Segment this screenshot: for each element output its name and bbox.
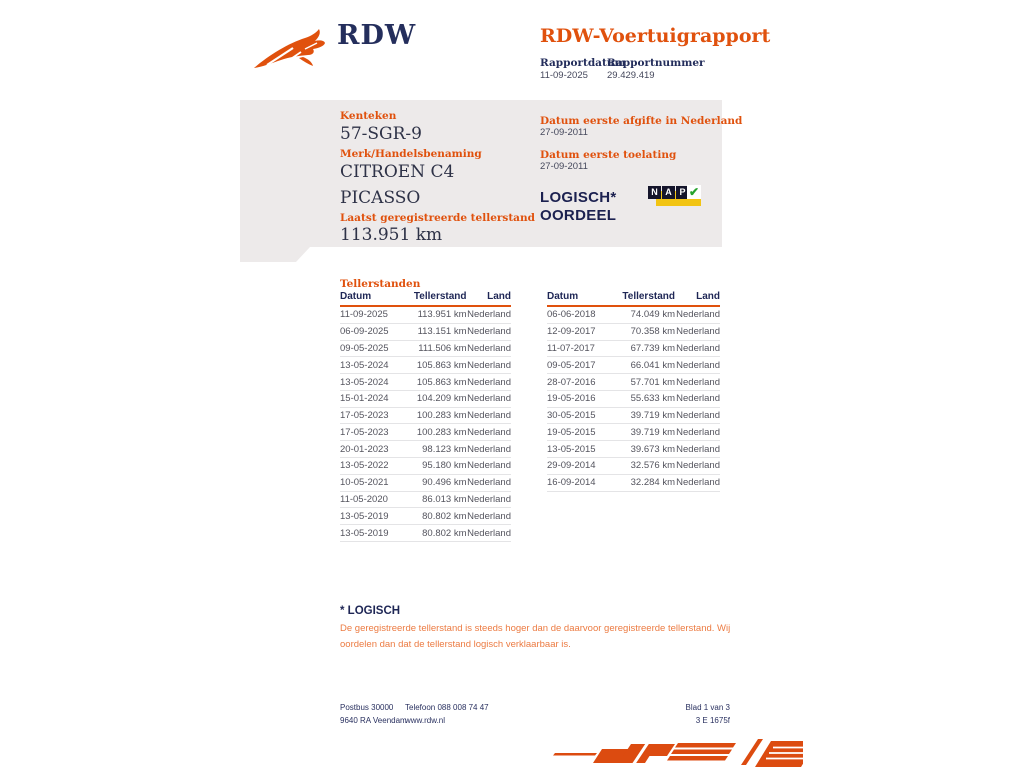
table-row — [547, 340, 720, 357]
table-cell-land: Nederland — [467, 458, 511, 475]
column-header: Land — [467, 290, 511, 306]
table-cell-land: Nederland — [467, 441, 511, 458]
table-row — [340, 306, 511, 323]
tellerstand-value: 113.951 km — [340, 225, 443, 245]
logisch-footnote-text: De geregistreerde tellerstand is steeds hoger dan de daarvoor geregistreerde tellerstand. Wij oordelen dan dat de tellerstand logisch verklaarbaar is. — [340, 623, 731, 650]
oordeel-line1: LOGISCH* — [540, 189, 617, 206]
table-cell-land: Nederland — [467, 508, 511, 525]
table-cell-tellerstand: 100.283 km — [408, 424, 466, 441]
column-header: Tellerstand — [616, 290, 675, 306]
footer-address — [340, 701, 407, 727]
nap-letter-a: A — [662, 186, 675, 199]
table-row — [547, 474, 720, 491]
form-code: 3 E 1675f — [695, 716, 730, 725]
table-cell-datum: 13-05-2019 — [340, 525, 408, 542]
table-cell-datum: 11-09-2025 — [340, 306, 408, 323]
table-cell-tellerstand: 100.283 km — [408, 407, 466, 424]
table-cell-tellerstand: 39.673 km — [616, 441, 675, 458]
table-cell-land: Nederland — [675, 323, 720, 340]
table-cell-datum: 17-05-2023 — [340, 407, 408, 424]
table-cell-tellerstand: 90.496 km — [408, 474, 466, 491]
table-cell-tellerstand: 105.863 km — [408, 374, 466, 391]
table-cell-tellerstand: 80.802 km — [408, 525, 466, 542]
table-cell-land: Nederland — [675, 340, 720, 357]
table-cell-land: Nederland — [467, 491, 511, 508]
table-cell-datum: 11-07-2017 — [547, 340, 616, 357]
nap-letter-n: N — [648, 186, 661, 199]
kenteken-label: Kenteken — [340, 110, 397, 122]
table-row — [547, 458, 720, 475]
table-cell-datum: 09-05-2025 — [340, 340, 408, 357]
table-header-row — [547, 290, 720, 306]
table-cell-tellerstand: 80.802 km — [408, 508, 466, 525]
table-cell-land: Nederland — [467, 340, 511, 357]
table-cell-tellerstand: 113.151 km — [408, 323, 466, 340]
table-cell-land: Nederland — [675, 424, 720, 441]
table-cell-datum: 12-09-2017 — [547, 323, 616, 340]
column-header: Datum — [547, 290, 616, 306]
table-cell-tellerstand: 66.041 km — [616, 357, 675, 374]
table-row — [547, 424, 720, 441]
table-row — [340, 357, 511, 374]
table-cell-land: Nederland — [675, 407, 720, 424]
table-row — [340, 390, 511, 407]
nap-checkmark-icon: ✔ — [688, 185, 700, 199]
table-cell-tellerstand: 105.863 km — [408, 357, 466, 374]
table-cell-land: Nederland — [675, 306, 720, 323]
table-cell-tellerstand: 39.719 km — [616, 424, 675, 441]
table-cell-land: Nederland — [467, 407, 511, 424]
table-cell-tellerstand: 95.180 km — [408, 458, 466, 475]
table-cell-tellerstand: 113.951 km — [408, 306, 466, 323]
table-cell-land: Nederland — [467, 306, 511, 323]
table-row — [340, 374, 511, 391]
table-row — [547, 323, 720, 340]
table-cell-datum: 30-05-2015 — [547, 407, 616, 424]
table-cell-datum: 13-05-2024 — [340, 374, 408, 391]
table-cell-datum: 06-06-2018 — [547, 306, 616, 323]
column-header: Land — [675, 290, 720, 306]
kenteken-value: 57-SGR-9 — [340, 124, 422, 144]
table-cell-datum: 19-05-2016 — [547, 390, 616, 407]
table-cell-tellerstand: 74.049 km — [616, 306, 675, 323]
table-row — [340, 491, 511, 508]
footer-contact — [405, 701, 489, 727]
table-cell-datum: 28-07-2016 — [547, 374, 616, 391]
table-cell-datum: 13-05-2015 — [547, 441, 616, 458]
merk-value-line1: CITROEN C4 — [340, 162, 455, 182]
afgifte-value: 27-09-2011 — [540, 127, 588, 138]
table-row — [340, 508, 511, 525]
footer-website[interactable]: www.rdw.nl — [405, 716, 446, 725]
table-cell-land: Nederland — [675, 357, 720, 374]
table-cell-datum: 09-05-2017 — [547, 357, 616, 374]
nap-letter-p: P — [676, 186, 689, 199]
table-cell-datum: 13-05-2024 — [340, 357, 408, 374]
speed-stripes-graphic — [545, 737, 803, 768]
table-cell-datum: 19-05-2015 — [547, 424, 616, 441]
table-row — [340, 323, 511, 340]
table-cell-tellerstand: 98.123 km — [408, 441, 466, 458]
afgifte-label: Datum eerste afgifte in Nederland — [540, 115, 743, 127]
toelating-value: 27-09-2011 — [540, 161, 588, 172]
table-cell-tellerstand: 86.013 km — [408, 491, 466, 508]
table-row — [340, 458, 511, 475]
table-row — [547, 306, 720, 323]
table-cell-datum: 29-09-2014 — [547, 458, 616, 475]
table-row — [340, 441, 511, 458]
table-row — [340, 424, 511, 441]
table-cell-tellerstand: 39.719 km — [616, 407, 675, 424]
logisch-footnote-title: * LOGISCH — [340, 605, 401, 617]
footer-phone: Telefoon 088 008 74 47 — [405, 703, 489, 712]
report-date-value: 11-09-2025 — [540, 70, 588, 81]
merk-label: Merk/Handelsbenaming — [340, 148, 482, 160]
nap-logo — [648, 184, 702, 210]
table-cell-datum: 20-01-2023 — [340, 441, 408, 458]
tellerstand-label: Laatst geregistreerde tellerstand — [340, 212, 535, 224]
odometer-table-left — [340, 290, 511, 542]
oordeel-line2: OORDEEL — [540, 207, 617, 224]
table-row — [547, 441, 720, 458]
table-cell-land: Nederland — [675, 441, 720, 458]
table-row — [547, 374, 720, 391]
table-cell-land: Nederland — [675, 474, 720, 491]
table-cell-land: Nederland — [467, 390, 511, 407]
table-cell-tellerstand: 104.209 km — [408, 390, 466, 407]
tellerstanden-section-title: Tellerstanden — [340, 278, 421, 290]
table-cell-datum: 13-05-2022 — [340, 458, 408, 475]
table-cell-datum: 11-05-2020 — [340, 491, 408, 508]
footer-address-line2: 9640 RA Veendam — [340, 716, 407, 725]
table-cell-tellerstand: 67.739 km — [616, 340, 675, 357]
table-row — [340, 340, 511, 357]
footer-address-line1: Postbus 30000 — [340, 703, 394, 712]
report-number-label: Rapportnummer — [607, 57, 705, 69]
toelating-label: Datum eerste toelating — [540, 149, 677, 161]
footer-page-info — [630, 701, 730, 727]
table-cell-datum: 10-05-2021 — [340, 474, 408, 491]
table-header-row — [340, 290, 511, 306]
table-cell-land: Nederland — [467, 374, 511, 391]
table-cell-land: Nederland — [467, 323, 511, 340]
table-cell-land: Nederland — [467, 357, 511, 374]
table-cell-tellerstand: 32.576 km — [616, 458, 675, 475]
rdw-logo-text: RDW — [337, 20, 417, 51]
table-cell-tellerstand: 32.284 km — [616, 474, 675, 491]
table-cell-land: Nederland — [467, 525, 511, 542]
column-header: Datum — [340, 290, 408, 306]
table-cell-tellerstand: 57.701 km — [616, 374, 675, 391]
table-row — [547, 390, 720, 407]
report-number-value: 29.429.419 — [607, 70, 655, 81]
table-row — [547, 357, 720, 374]
table-cell-tellerstand: 55.633 km — [616, 390, 675, 407]
table-cell-land: Nederland — [675, 374, 720, 391]
table-row — [340, 407, 511, 424]
rdw-bird-logo-icon — [253, 27, 333, 75]
table-cell-land: Nederland — [675, 390, 720, 407]
table-row — [340, 474, 511, 491]
table-cell-datum: 13-05-2019 — [340, 508, 408, 525]
table-cell-datum: 17-05-2023 — [340, 424, 408, 441]
merk-value-line2: PICASSO — [340, 188, 421, 208]
table-row — [547, 407, 720, 424]
table-cell-tellerstand: 70.358 km — [616, 323, 675, 340]
column-header: Tellerstand — [408, 290, 466, 306]
table-cell-datum: 15-01-2024 — [340, 390, 408, 407]
table-row — [340, 525, 511, 542]
report-title: RDW-Voertuigrapport — [540, 25, 771, 47]
table-cell-land: Nederland — [467, 424, 511, 441]
table-cell-datum: 06-09-2025 — [340, 323, 408, 340]
report-date-label: Rapportdatum — [540, 57, 626, 69]
page-indicator: Blad 1 van 3 — [685, 703, 730, 712]
table-cell-tellerstand: 111.506 km — [408, 340, 466, 357]
table-cell-land: Nederland — [467, 474, 511, 491]
odometer-table-right — [547, 290, 720, 492]
table-cell-datum: 16-09-2014 — [547, 474, 616, 491]
table-cell-land: Nederland — [675, 458, 720, 475]
